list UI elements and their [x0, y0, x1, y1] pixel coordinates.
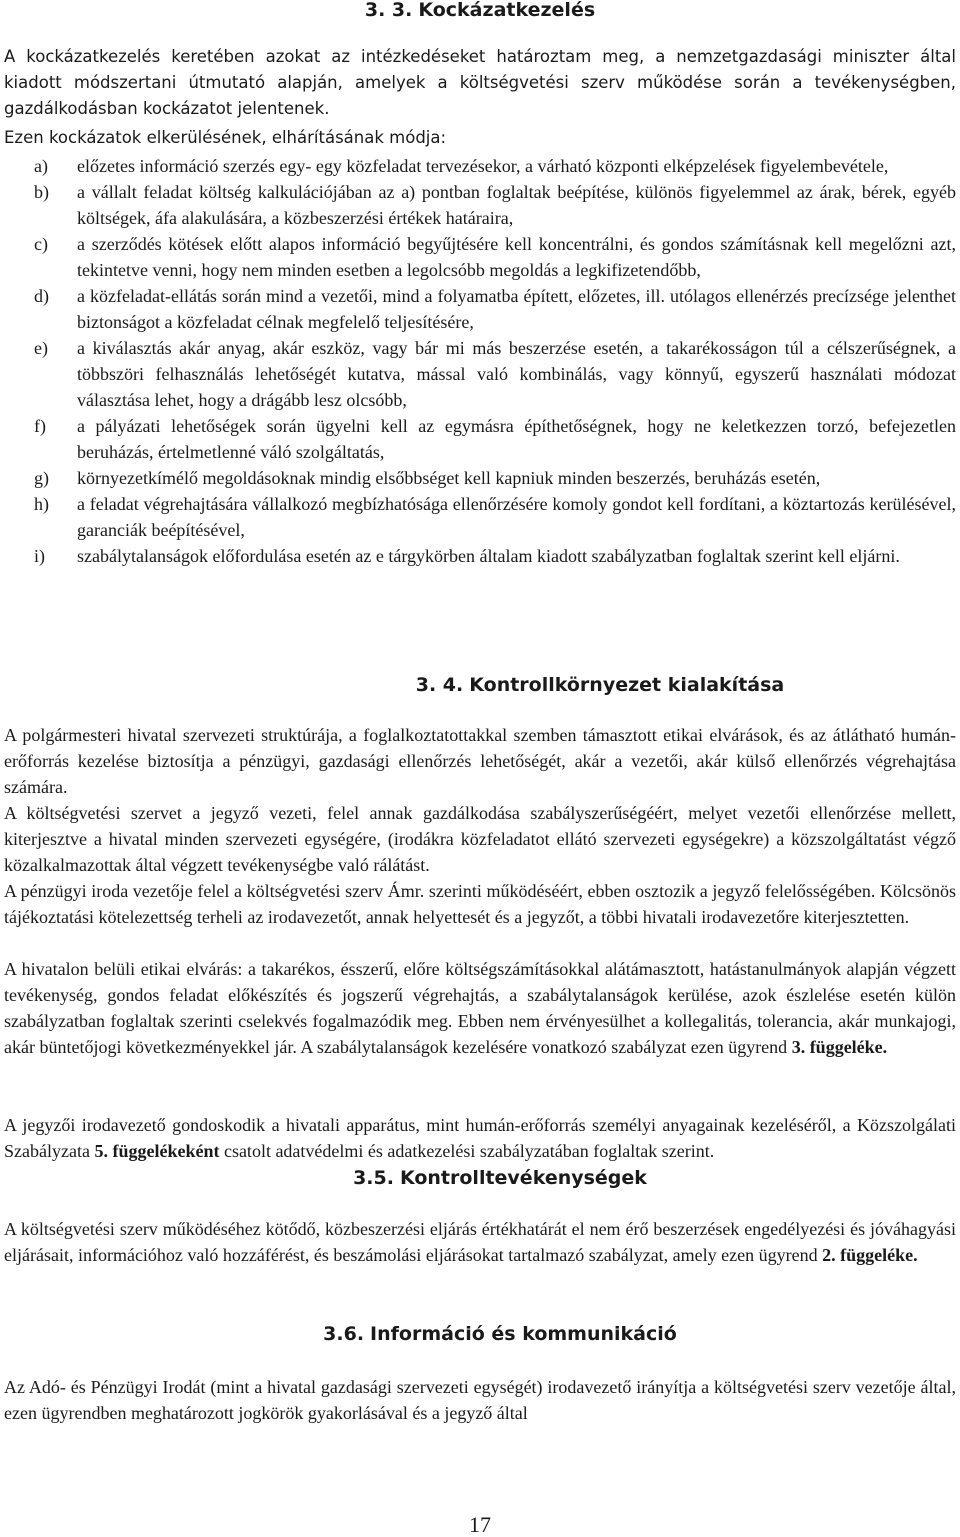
section-title-text: Kockázatkezelés	[418, 0, 596, 21]
list-marker: d)	[34, 286, 49, 306]
page-number: 17	[469, 1512, 491, 1537]
control-env-paragraph-2: A költségvetési szervet a jegyző vezeti, felel annak gazdálkodása szabályszerűségéért, melyet vezetői ellenőrzése mellett, kiterjesztve a hivatal minden szervezeti egységére, (irodákra közfeladatot ellátó szervezeti egységekre) a közszolgáltatást végző közalkalmazottak által végzett tevékenységbe való rálátást.	[4, 803, 956, 875]
list-item-text: környezetkímélő megoldásoknak mindig elsőbbséget kell kapniuk minden beszerzés, beruházás esetén,	[77, 468, 821, 488]
section-heading-3-6	[20, 1323, 960, 1345]
list-item-text: a vállalt feladat költség kalkulációjában az a) pontban foglaltak beépítése, különös figyelemmel az árak, bérek, egyéb költségek, áfa alakulására, a közbeszerzési értékek határaira,	[77, 182, 956, 228]
list-item-text: a pályázati lehetőségek során ügyelni kell az egymásra építhetőségnek, hogy ne keletkezzen torzó, befejezetlen beruházás, értelmetlenné váló szolgáltatás,	[77, 416, 956, 462]
section-title-text: Információ és kommunikáció	[370, 1323, 677, 1345]
list-marker: g)	[34, 468, 49, 488]
section-number: 3. 4.	[415, 674, 464, 696]
control-env-paragraph-1: A polgármesteri hivatal szervezeti struktúrája, a foglalkoztatottakkal szemben támasztott etikai elvárások, és az átlátható humán-erőforrás kezelése biztosítja a pénzügyi, gazdasági ellenőrzés lehetőségét, akár a vezetői, akár külső ellenőrzés végrehajtása számára.	[4, 725, 956, 797]
control-env-paragraph-5	[4, 1112, 956, 1164]
appendix-reference: 3. függeléke.	[791, 1037, 888, 1057]
list-item-text: a közfeladat-ellátás során mind a vezetői, mind a folyamatba épített, előzetes, ill. utólagos ellenérzés precízsége jelenthet biztonságot a közfeladat célnak megfelelő teljesítésére,	[77, 286, 956, 332]
section-number: 3. 3.	[364, 0, 413, 21]
list-marker: c)	[34, 234, 48, 254]
risk-lead-text: Ezen kockázatok elkerülésének, elhárításának módja:	[4, 128, 447, 147]
list-marker: i)	[34, 546, 45, 566]
control-env-paragraph-3: A pénzügyi iroda vezetője felel a költségvetési szerv Ámr. szerinti működéséért, ebben osztozik a jegyző felelősségében. Kölcsönös tájékoztatási kötelezettség terheli az irodavezetőt, annak helyettesét és a jegyzőt, a többi hivatali irodavezetőre kiterjesztetten.	[4, 881, 956, 927]
appendix-reference: 2. függeléke.	[822, 1245, 918, 1265]
section-heading-3-5	[20, 1167, 960, 1189]
list-marker: a)	[34, 156, 48, 176]
list-item-text: a kiválasztás akár anyag, akár eszköz, vagy bár mi más beszerzése esetén, a takarékosságon túl a célszerűségnek, a többszöri felhasználás lehetőségét kutatva, mással való kombinálás, vagy könnyű, egyszerű használati módozat választása lehet, hogy a drágább lesz olcsóbb,	[77, 338, 956, 410]
paragraph-text: csatolt adatvédelmi és adatkezelési szabályzatában foglaltak szerint.	[219, 1141, 715, 1161]
section-heading-3-4	[120, 674, 960, 696]
list-item	[4, 231, 956, 283]
list-marker: b)	[34, 182, 49, 202]
paragraph-text: A hivatalon belüli etikai elvárás: a takarékos, ésszerű, előre költségszámításokkal alátámasztott, hatástanulmányok alapján végzett tevékenység, gondos feladat előkészítés és jogszerű végrehajtás, a szabálytalanságok kerülése, azok észlelése esetén külön szabályzatban foglaltak szerinti cselekvés fogalmazódik meg. Ebben nem érvényesülhet a kollegalitás, tolerancia, akár munkajogi, akár büntetőjogi következményekkel jár. A szabálytalanságok kezelésére vonatkozó szabályzat ezen ügyrend	[4, 959, 956, 1057]
section-number: 3.6.	[323, 1323, 365, 1345]
list-item	[4, 543, 956, 569]
control-act-paragraph	[4, 1216, 956, 1268]
list-item-text: szabálytalanságok előfordulása esetén az e tárgykörben általam kiadott szabályzatban foglaltak szerint kell eljárni.	[77, 546, 900, 566]
risk-measures-list	[4, 153, 956, 569]
section-title-text: Kontrollkörnyezet kialakítása	[469, 674, 785, 696]
list-item-text: a szerződés kötések előtt alapos információ begyűjtésére kell koncentrálni, és gondos számításnak kell megelőzni azt, tekintetve venni, hogy nem minden esetben a legolcsóbb megoldás a legkifizetendőbb,	[77, 234, 956, 280]
paragraph-text: A költségvetési szerv működéséhez kötődő, közbeszerzési eljárás értékhatárát el nem érő beszerzések engedélyezési és jóváhagyási eljárásait, információhoz való hozzáférést, és beszámolási eljárásokat tartalmazó szabályzat, amely ezen ügyrend	[4, 1219, 956, 1265]
list-item-text: a feladat végrehajtására vállalkozó megbízhatósága ellenőrzésére komoly gondot kell fordítani, a köztartozás kerülésével, garanciák beépítésével,	[77, 494, 956, 540]
list-item	[4, 465, 956, 491]
list-item	[4, 153, 956, 179]
section-heading-3-3	[0, 0, 960, 21]
paragraph-text: A jegyzői irodavezető gondoskodik a hivatali apparátus, mint humán-erőforrás személyi anyagainak kezeléséről, a Közszolgálati Szabályzata	[4, 1115, 956, 1161]
list-marker: f)	[34, 416, 46, 436]
list-item	[4, 413, 956, 465]
section-number: 3.5.	[353, 1167, 394, 1189]
list-marker: e)	[34, 338, 48, 358]
section-title-text: Kontrolltevékenységek	[399, 1167, 647, 1189]
list-item	[4, 335, 956, 413]
appendix-reference: 5. függelékeként	[94, 1141, 220, 1161]
list-item	[4, 491, 956, 543]
list-marker: h)	[34, 494, 49, 514]
risk-intro-paragraph: A kockázatkezelés keretében azokat az intézkedéseket határoztam meg, a nemzetgazdasági miniszter által kiadott módszertani útmutató alapján, amelyek a költségvetési szerv működése során a tevékenységben, gazdálkodásban kockázatot jelentenek.	[4, 47, 956, 118]
list-item	[4, 283, 956, 335]
control-env-paragraph-4	[4, 956, 956, 1060]
list-item	[4, 179, 956, 231]
info-paragraph: Az Adó- és Pénzügyi Irodát (mint a hivatal gazdasági szervezeti egységét) irodavezető irányítja a költségvetési szerv vezetője által, ezen ügyrendben meghatározott jogkörök gyakorlásával és a jegyző által	[4, 1377, 956, 1423]
list-item-text: előzetes információ szerzés egy- egy közfeladat tervezésekor, a várható központi elképzelések figyelembevétele,	[77, 156, 889, 176]
